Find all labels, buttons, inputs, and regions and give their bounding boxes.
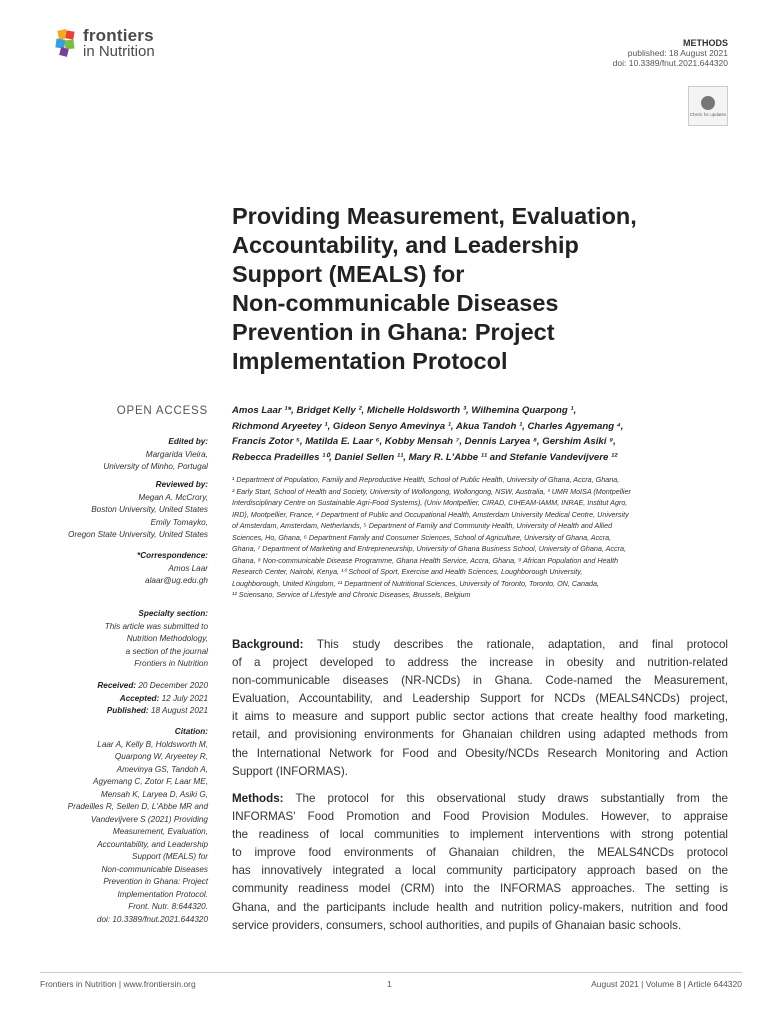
citation-line: Agyemang C, Zotor F, Laar ME, (93, 777, 208, 786)
abstract-line: it aims to measure and support public sector actions that create healthy food marketing, (232, 710, 728, 724)
citation-line: Pradeilles R, Sellen D, L'Abbe MR and (67, 802, 208, 811)
author-line: Francis Zotor ⁵, Matilda E. Laar ⁶, Kobby Mensah ⁷, Dennis Laryea ⁸, Gershim Asiki ⁹, (232, 436, 616, 447)
affiliation-line: of Amsterdam, Amsterdam, Netherlands, ⁵ Department of Family and Community Health, University of Health and Allied (232, 521, 613, 530)
correspondence-label: *Correspondence: (137, 551, 208, 560)
citation-line: Support (MEALS) for (132, 852, 208, 861)
affiliation-list (232, 474, 732, 601)
accepted-date (40, 693, 208, 706)
abstract-line: has innovatively integrated a local community participatory approach based on the (232, 864, 728, 878)
correspondence-section (40, 550, 208, 588)
citation-line: Vandevijvere S (2021) Providing (90, 814, 208, 824)
author-line: Rebecca Pradeilles ¹⁰, Daniel Sellen ¹¹, Mary R. L'Abbe ¹¹ and Stefanie Vandevijvere ¹² (232, 451, 618, 463)
specialty-section (40, 608, 208, 671)
reviewed-by-label: Reviewed by: (155, 480, 208, 489)
affiliation-line: ¹² Sciensano, Service of Lifestyle and Chronic Diseases, Brussels, Belgium (232, 590, 471, 599)
published-date: published: 18 August 2021 (627, 48, 728, 58)
article-title (232, 202, 712, 376)
article-doi[interactable]: doi: 10.3389/fnut.2021.644320 (612, 58, 728, 68)
abstract-background (232, 636, 728, 781)
citation-line: Implementation Protocol. (117, 889, 208, 899)
frontiers-logo-icon (55, 28, 81, 58)
abstract-methods (232, 790, 728, 935)
accepted-label: Accepted: (119, 693, 160, 703)
methods-label: Methods: (232, 792, 284, 805)
footer-divider (40, 972, 742, 973)
citation-line: Mensah K, Laryea D, Asiki G, (100, 789, 208, 799)
abstract-line: INFORMAS' Food Promotion and Food Provision Modules. However, to appraise (232, 810, 728, 824)
title-line: Accountability, and Leadership (232, 232, 579, 258)
abstract-line: non-communicable diseases (NR-NCDs) in Ghana. Code-named the Measurement, (232, 674, 728, 688)
received-value: 20 December 2020 (138, 681, 208, 690)
citation-doi[interactable]: doi: 10.3389/fnut.2021.644320 (96, 914, 208, 924)
accepted-value: 12 July 2021 (161, 693, 208, 703)
specialty-line: a section of the journal (125, 646, 208, 656)
abstract-line: Background: This study describes the rationale, adaptation, and final protocol (232, 638, 728, 651)
affiliation-line: IRD), Montpellier, France, ⁴ Department of Public and Occupational Health, Amsterdam University Medical Centre, University (232, 509, 629, 519)
abstract-line: Evaluation, Accountability, and Leadership Support for NCDs (MEALS4NCDs) project, (232, 692, 728, 706)
edited-by-label: Edited by: (168, 437, 208, 446)
citation-line: Quarpong W, Aryeetey R, (114, 752, 208, 761)
specialty-line: This article was submitted to (104, 621, 208, 631)
abstract-line: service providers, consumers, school authorities, and pupils of Ghanaian basic schools. (232, 918, 682, 932)
citation-label: Citation: (174, 727, 208, 736)
footer-article-info: August 2021 | Volume 8 | Article 644320 (591, 979, 742, 989)
abstract-line: to improve food environments of Ghanaian children, the MEALS4NCDs protocol (232, 846, 728, 860)
title-line: Providing Measurement, Evaluation, (232, 203, 637, 229)
dates-section (40, 680, 208, 718)
affiliation-line: Interdisciplinary Centre on Sustainable Agri-Food Systems), (Univ Montpellier, CIRAD, CIHEAM-IAMM, INRAE, Institut Agro, (232, 498, 628, 507)
footer-journal-link[interactable]: Frontiers in Nutrition | www.frontiersin.org (40, 979, 196, 989)
specialty-line: Nutrition Methodology, (126, 634, 208, 643)
published-date-side (40, 705, 208, 718)
title-line: Prevention in Ghana: Project (232, 319, 555, 345)
logo-brand: frontiers (83, 26, 154, 45)
title-line: Implementation Protocol (232, 348, 508, 374)
abstract-line: community readiness model (CRM) into the INFORMAS approaches. The setting is (232, 882, 728, 896)
logo-journal: in Nutrition (83, 43, 155, 60)
citation-line: Accountability, and Leadership (97, 839, 208, 849)
author-line: Richmond Aryeetey ¹, Gideon Senyo Amevinya ¹, Akua Tandoh ¹, Charles Agyemang ⁴, (232, 420, 624, 432)
title-line: Non-communicable Diseases (232, 290, 559, 316)
citation-line: Prevention in Ghana: Project (103, 877, 208, 886)
open-access-label: OPEN ACCESS (116, 405, 208, 417)
abstract-line: the readiness of local communities to implement interventions with strong potential (232, 828, 728, 842)
citation-line: Amevinya GS, Tandoh A, (116, 764, 208, 774)
citation-section (40, 726, 208, 926)
author-line: Amos Laar ¹*, Bridget Kelly ², Michelle Holdsworth ³, Wilhemina Quarpong ¹, (232, 405, 577, 416)
journal-logo (55, 28, 155, 60)
reviewer-line: Emily Tomayko, (150, 517, 208, 527)
abstract-line: Methods: The protocol for this observational study draws substantially from the (232, 792, 728, 805)
affiliation-line: Sciences, Ho, Ghana, ⁶ Department Family and Consumer Sciences, School of Agriculture, University of Ghana, Accra, (232, 532, 612, 542)
affiliation-line: Research Center, Nairobi, Kenya, ¹⁰ School of Sport, Exercise and Health Sciences, Loughborough University, (232, 567, 583, 576)
published-value: 18 August 2021 (150, 706, 208, 715)
specialty-line: Frontiers in Nutrition (134, 659, 208, 668)
affiliation-line: ¹ Department of Population, Family and Reproductive Health, School of Public Health, University of Ghana, Accra, Ghana, (232, 475, 620, 484)
affiliation-line: ² Early Start, School of Health and Society, University of Wollongong, Wollongong, NSW, Australia, ³ UMR MoISA (Montpellier (232, 486, 631, 496)
article-type: METHODS (683, 38, 728, 48)
author-list (232, 403, 732, 465)
citation-line: Measurement, Evaluation, (112, 827, 208, 836)
published-label: Published: (106, 706, 149, 715)
abstract-line: Support (INFORMAS). (232, 764, 348, 778)
editor-line: University of Minho, Portugal (103, 462, 208, 471)
citation-line: Front. Nutr. 8:644320. (128, 902, 208, 911)
check-updates-label: Check for updates (689, 111, 727, 117)
received-label: Received: (97, 681, 137, 690)
title-line: Support (MEALS) for (232, 261, 465, 287)
page-number: 1 (387, 979, 392, 989)
abstract-line: Ghana, and the participants include health and nutrition policy-makers, nutrition and food (232, 900, 728, 914)
received-date (40, 680, 208, 693)
article-header-info (613, 38, 728, 68)
abstract-line: the International Network for Food and Obesity/NCDs Research Monitoring and Action (232, 746, 728, 760)
reviewer-line: Oregon State University, United States (67, 530, 208, 539)
correspondence-name: Amos Laar (168, 563, 208, 573)
background-label: Background: (232, 638, 304, 651)
correspondence-email[interactable]: alaar@ug.edu.gh (145, 576, 208, 585)
editor-line: Margarida Vieira, (145, 449, 208, 459)
check-for-updates-badge[interactable] (688, 86, 728, 126)
affiliation-line: Ghana, ⁸ Non-communicable Disease Programme, Ghana Health Service, Accra, Ghana, ⁹ African Population and Health (232, 555, 619, 565)
citation-line: Non-communicable Diseases (101, 864, 208, 874)
abstract-line: of a project developed to address the increase in obesity and nutrition-related (232, 656, 728, 670)
reviewer-line: Boston University, United States (91, 505, 208, 514)
citation-line: Laar A, Kelly B, Holdsworth M, (97, 739, 208, 749)
reviewer-line: Megan A. McCrory, (138, 492, 208, 502)
reviewed-by-section (40, 479, 208, 542)
affiliation-line: Loughborough, United Kingdom, ¹¹ Department of Nutritional Sciences, University of Toronto, Toronto, ON, Canada, (232, 578, 600, 588)
affiliation-line: Ghana, ⁷ Department of Marketing and Entrepreneurship, University of Ghana Business School, University of Ghana, Accra, (232, 544, 626, 553)
abstract-line: retail, and provisioning environments for Ghanaian children using adapted methods from (232, 728, 728, 742)
edited-by-section (40, 436, 208, 474)
specialty-label: Specialty section: (138, 609, 208, 618)
check-updates-icon (701, 96, 715, 110)
